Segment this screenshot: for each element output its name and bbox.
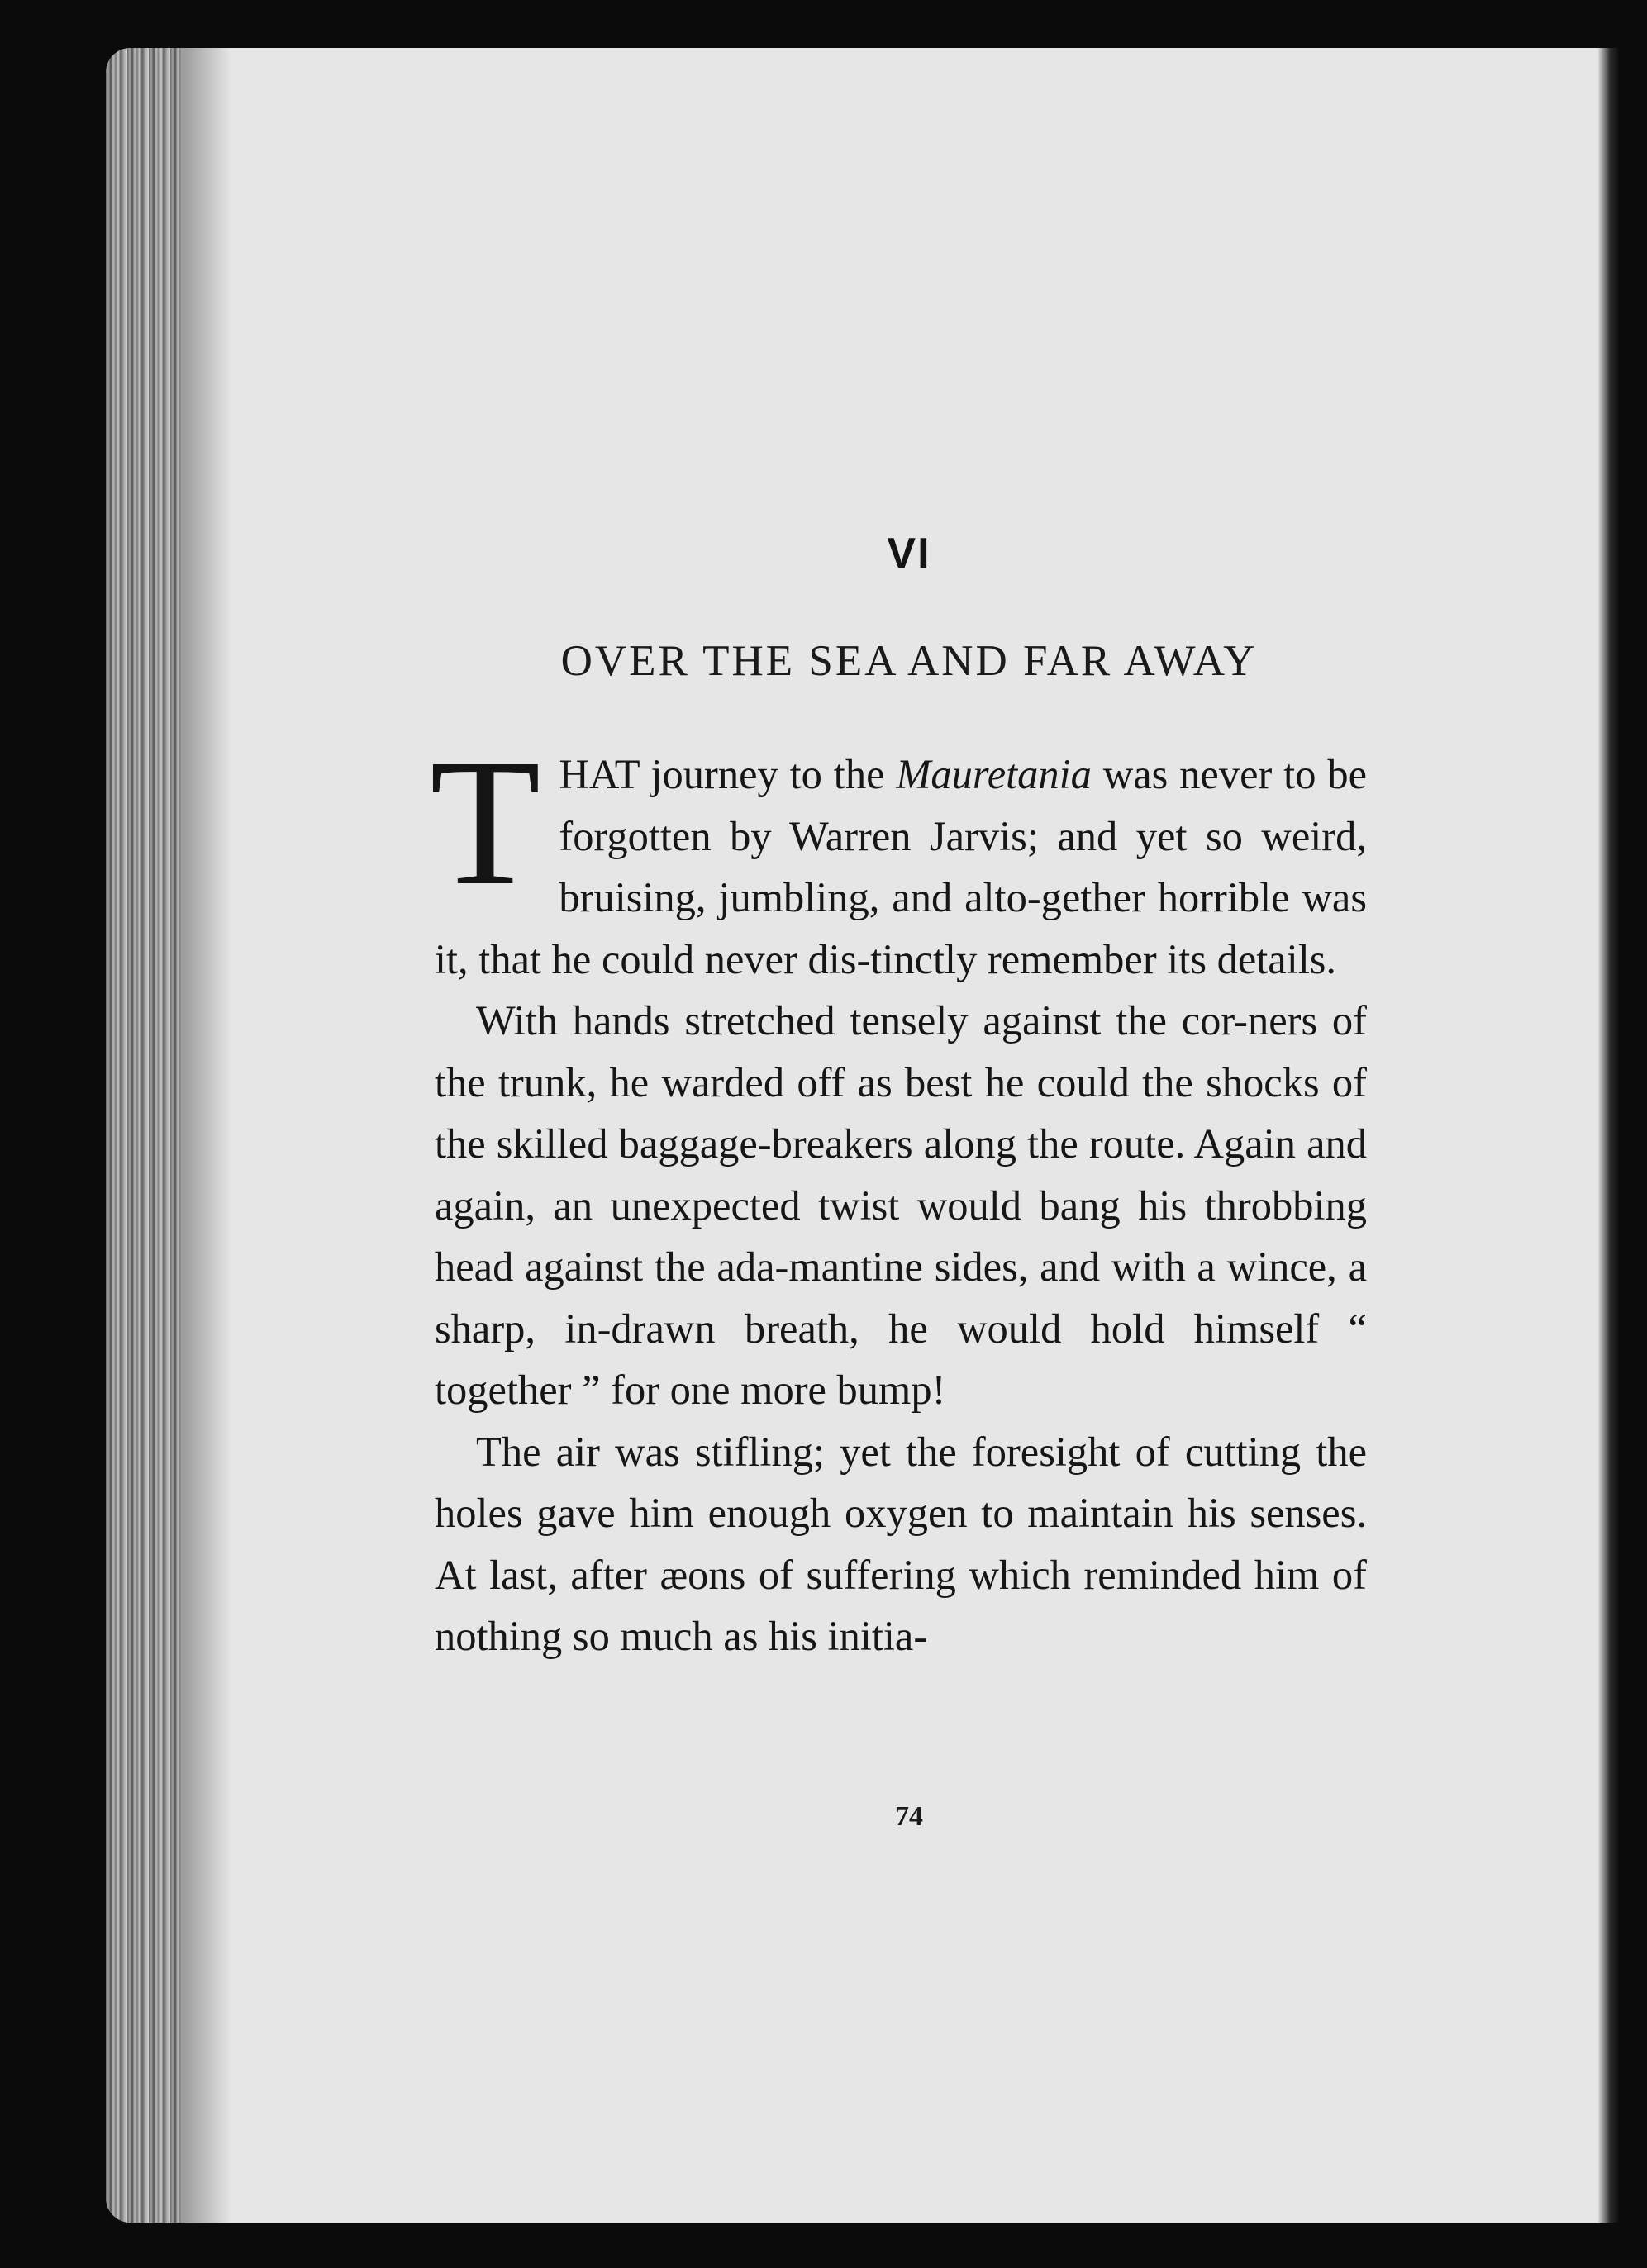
paragraph-3: The air was stifling; yet the foresight of cutting the holes gave him enough oxygen to maintain his senses. At last, after æons of suffering which reminded him of nothing so much as his initia- [435, 1428, 1367, 1659]
chapter-number: VI [887, 530, 931, 578]
gutter-shadow [182, 48, 231, 2223]
page-edge [1598, 48, 1618, 2223]
paragraph-2: With hands stretched tensely against the cor-ners of the trunk, he warded off as best he could the shocks of the skilled baggage-breakers along the route. Again and again, an unexpected twist would bang his throbbing head against the ada-mantine sides, and with a wince, a sharp, in-drawn breath, he would hold himself “ together ” for one more bump! [435, 997, 1367, 1413]
book-spine [106, 48, 182, 2223]
chapter-body [430, 721, 1367, 1667]
chapter-title: OVER THE SEA AND FAR AWAY [560, 637, 1258, 685]
page-number: 74 [895, 1801, 923, 1832]
paragraph-1-lead: HAT journey to the [559, 751, 897, 797]
drop-cap: T [430, 721, 541, 923]
paragraph-1 [430, 721, 1367, 990]
paragraph-1-rest: was never to be forgotten by Warren Jarvis; and yet so weird, bruising, jumbling, and alto-gether horrible was it, that he could never dis-tinctly remember its details. [435, 751, 1367, 982]
ship-name: Mauretania [896, 751, 1092, 797]
